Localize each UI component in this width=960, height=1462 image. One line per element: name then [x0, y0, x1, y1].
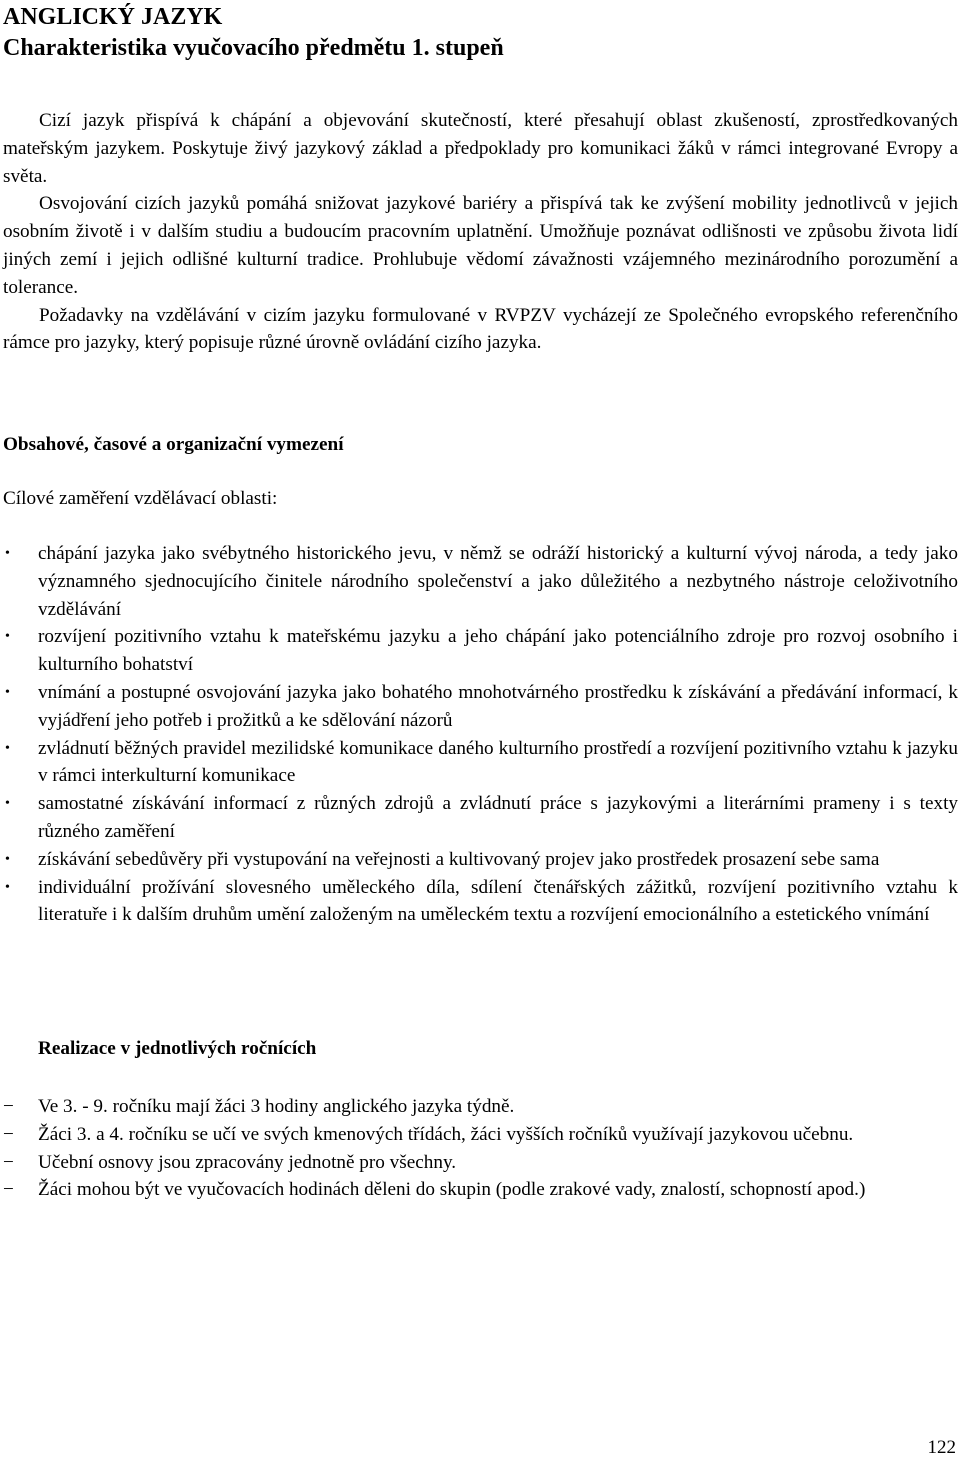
- list-item: [0, 735, 958, 791]
- bullet-icon: •: [5, 851, 10, 867]
- document-title: [3, 2, 504, 64]
- goal-text: získávání sebedůvěry při vystupování na veřejnosti a kultivovaný projev jako prostředek prosazení sebe sama: [38, 848, 880, 870]
- goal-text: individuální prožívání slovesného uměleckého díla, sdílení čtenářských zážitků, rozvíjení pozitivního vztahu k literatuře i k dalším druhům umění založeným na uměleckém textu a rozvíjení emocionálního a estetického vnímání: [38, 876, 958, 926]
- goal-text: chápání jazyka jako svébytného historického jevu, v němž se odráží historický a kulturní vývoj národa, a tedy jako významného sjednocujícího činitele národního společenství a jako důležitého a nezbytného nástroje celoživotního vzdělávání: [38, 543, 958, 620]
- dash-icon: −: [3, 1123, 14, 1145]
- realization-text: Žáci mohou být ve vyučovacích hodinách děleni do skupin (podle zrakové vady, znalostí, schopností apod.): [38, 1179, 866, 1201]
- bullet-icon: •: [5, 796, 10, 812]
- list-item: [0, 790, 958, 846]
- target-label: Cílové zaměření vzdělávací oblasti:: [3, 488, 278, 509]
- realization-list: [0, 1093, 958, 1204]
- intro-paragraph: Požadavky na vzdělávání v cizím jazyku formulované v RVPZV vycházejí ze Společného evropského referenčního rámce pro jazyky, který popisuje různé úrovně ovládání cizího jazyka.: [3, 304, 958, 354]
- goal-text: samostatné získávání informací z různých zdrojů a zvládnutí práce s jazykovými a literárními prameny i s texty různého zaměření: [38, 793, 958, 842]
- subject-title: ANGLICKÝ JAZYK: [3, 4, 223, 30]
- realization-text: Učební osnovy jsou zpracovány jednotně pro všechny.: [38, 1151, 457, 1173]
- list-item: [0, 1149, 958, 1177]
- bullet-icon: •: [5, 546, 10, 561]
- list-item: [0, 1121, 958, 1149]
- section-heading: Obsahové, časové a organizační vymezení: [3, 434, 344, 455]
- dash-icon: −: [3, 1179, 14, 1201]
- page-number: 122: [927, 1437, 956, 1458]
- dash-icon: −: [3, 1096, 14, 1117]
- bullet-icon: •: [5, 684, 10, 700]
- list-item: [0, 874, 958, 930]
- realization-text: Žáci 3. a 4. ročníku se učí ve svých kmenových třídách, žáci vyšších ročníků využívají jazykovou učebnu.: [38, 1123, 854, 1145]
- goal-text: rozvíjení pozitivního vztahu k mateřskému jazyku a jeho chápání jako potenciálního zdroje pro rozvoj osobního i kulturního bohatství: [38, 626, 958, 676]
- list-item: [0, 623, 958, 679]
- realization-text: Ve 3. - 9. ročníku mají žáci 3 hodiny anglického jazyka týdně.: [38, 1096, 515, 1117]
- list-item: [0, 846, 958, 874]
- list-item: [0, 679, 958, 735]
- list-item: [0, 1176, 958, 1204]
- dash-icon: −: [3, 1151, 14, 1173]
- goal-text: vnímání a postupné osvojování jazyka jako bohatého mnohotvárného prostředku k získávání a předávání informací, k vyjádření jeho potřeb i prožitků a ke sdělování názorů: [38, 681, 958, 731]
- list-item: [0, 540, 958, 623]
- bullet-icon: •: [5, 879, 10, 895]
- goals-list: [0, 540, 958, 929]
- bullet-icon: •: [5, 629, 10, 645]
- goal-text: zvládnutí běžných pravidel mezilidské komunikace daného kulturního prostředí a rozvíjení pozitivního vztahu k jazyku v rámci interkulturní komunikace: [38, 737, 958, 787]
- subject-subtitle: Charakteristika vyučovacího předmětu 1. stupeň: [3, 35, 504, 61]
- intro-paragraph: Osvojování cizích jazyků pomáhá snižovat jazykové bariéry a přispívá tak ke zvýšení mobility jednotlivců v jejich osobním životě i v dalším studiu a budoucím pracovním uplatnění. Umožňuje poznávat odlišnosti ve způsobu života lidí jiných zemí i jejich odlišné kulturní tradice. Prohlubuje vědomí závažnosti vzájemného mezinárodního porozumění a tolerance.: [3, 193, 958, 298]
- list-item: [0, 1093, 958, 1121]
- bullet-icon: •: [5, 740, 10, 756]
- realization-heading: Realizace v jednotlivých ročnících: [38, 1038, 317, 1059]
- intro-text: [3, 107, 958, 357]
- intro-paragraph: Cizí jazyk přispívá k chápání a objevování skutečností, které přesahují oblast zkušeností, zprostředkovaných mateřským jazykem. Poskytuje živý jazykový základ a předpoklady pro komunikaci žáků v rámci integrované Evropy a světa.: [3, 110, 958, 187]
